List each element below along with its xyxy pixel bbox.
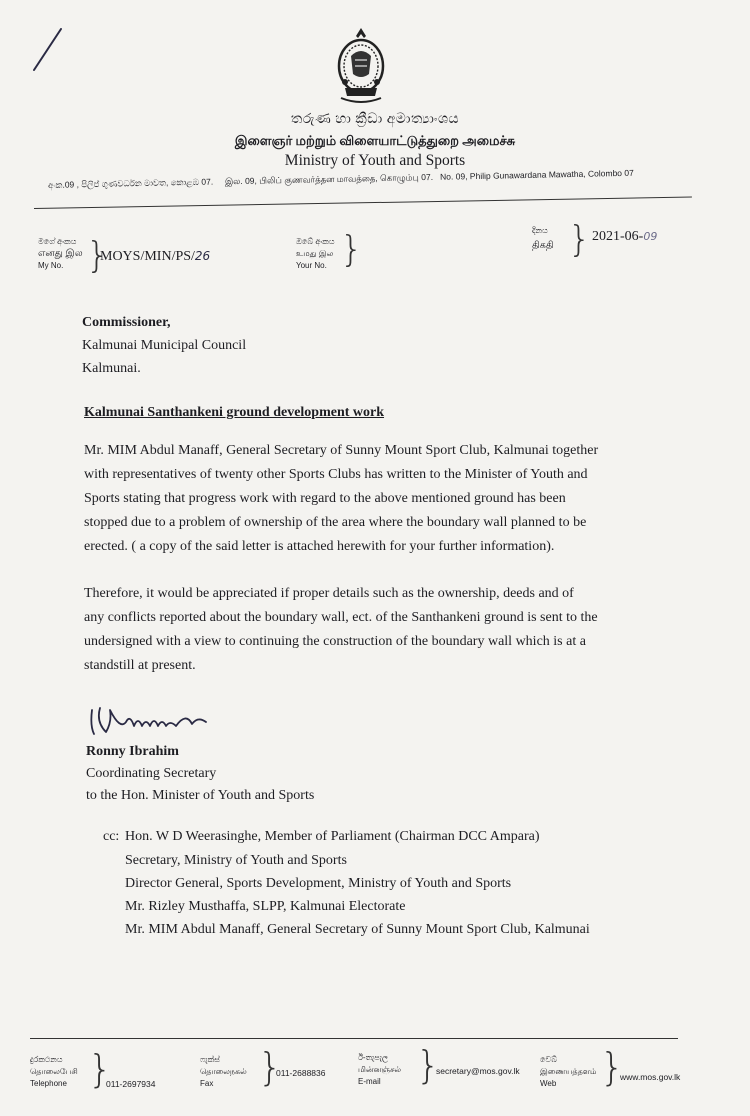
web-label-sinhala: වෙබ් (540, 1055, 557, 1064)
body-paragraph-2 (84, 582, 664, 678)
recipient-organization: Kalmunai Municipal Council (82, 338, 247, 353)
telephone-label-english: Telephone (30, 1079, 67, 1088)
fax-label-tamil: தொலைநகல் (200, 1067, 247, 1076)
date-label-tamil: திகதி (532, 240, 554, 251)
your-no-label-english: Your No. (296, 261, 327, 270)
recipient-city: Kalmunai. (82, 361, 141, 376)
email-brace: } (416, 1043, 441, 1087)
cc-item: Director General, Sports Development, Ministry of Youth and Sports (125, 876, 512, 891)
handwritten-slash-mark (28, 26, 68, 76)
telephone-label-sinhala: දුරකථනය (30, 1055, 63, 1064)
date-handwritten: 09 (643, 230, 658, 243)
ministry-address (48, 166, 698, 192)
address-sinhala: අංක.09 , පිලිප් ගුණවර්ධන මාවත, කොළඹ 07. (48, 176, 214, 190)
my-no-value (100, 249, 210, 265)
fax-value: 011-2688836 (276, 1068, 326, 1078)
my-no-label-sinhala: මගේ අංකය (38, 237, 77, 246)
body-p2-line: any conflicts reported about the boundary wall, ect. of the Santhankeni ground is sent to the (84, 610, 598, 625)
ministry-name-sinhala: තරුණ හා ක්‍රීඩා අමාත්‍යාංශය (290, 112, 460, 127)
your-no-label (296, 236, 335, 272)
body-paragraph-1 (84, 439, 664, 559)
body-p2-line: standstill at present. (84, 658, 196, 673)
web-label (540, 1054, 596, 1090)
signatory-title: Coordinating Secretary (86, 766, 217, 781)
body-p1-line: stopped due to a problem of ownership of the area where the boundary wall planned to be (84, 515, 587, 530)
telephone-label (30, 1054, 78, 1090)
recipient-title: Commissioner, (82, 315, 171, 330)
body-p2-line: Therefore, it would be appreciated if proper details such as the ownership, deeds and of (84, 586, 574, 601)
signatory-office: to the Hon. Minister of Youth and Sports (86, 788, 315, 803)
date-label-sinhala: දිනය (532, 226, 548, 235)
telephone-label-tamil: தொலைபேசி (30, 1067, 78, 1076)
web-label-english: Web (540, 1079, 557, 1088)
cc-item: Hon. W D Weerasinghe, Member of Parliament (Chairman DCC Ampara) (125, 829, 540, 844)
body-p1-line: erected. ( a copy of the said letter is attached herewith for your further information). (84, 539, 555, 554)
telephone-value: 011-2697934 (106, 1079, 156, 1089)
web-brace: } (600, 1045, 625, 1089)
email-label (358, 1052, 401, 1088)
signatory-name: Ronny Ibrahim (86, 744, 179, 759)
date-printed: 2021-06- (592, 229, 644, 244)
date-brace: } (568, 219, 591, 260)
header-divider (34, 197, 692, 209)
ministry-name-tamil: இளைஞர் மற்றும் விளையாட்டுத்துறை அமைச்சு (234, 133, 516, 148)
my-no-printed: MOYS/MIN/PS/ (100, 249, 195, 264)
my-no-label-tamil: எனது இல (38, 248, 83, 259)
footer-divider (30, 1038, 678, 1039)
your-no-label-sinhala: ඔබේ අංකය (296, 237, 335, 246)
address-english: No. 09, Philip Gunawardana Mawatha, Colombo 07 (439, 167, 634, 182)
fax-label (200, 1054, 247, 1090)
fax-brace: } (258, 1045, 283, 1089)
fax-label-sinhala: ෆැක්ස් (200, 1055, 220, 1064)
cc-label: cc: (103, 829, 120, 844)
cc-item: Secretary, Ministry of Youth and Sports (125, 853, 347, 868)
my-no-label-english: My No. (38, 261, 64, 270)
fax-label-english: Fax (200, 1079, 214, 1088)
my-no-label (38, 236, 83, 272)
your-no-label-tamil: உமது இல (296, 249, 334, 258)
email-label-tamil: மின்னஞ்சல் (358, 1065, 402, 1074)
my-no-brace: } (86, 235, 109, 276)
my-no-handwritten: 26 (194, 249, 211, 263)
date-label (532, 225, 554, 252)
email-label-english: E-mail (358, 1077, 381, 1086)
body-p1-line: with representatives of twenty other Sports Clubs has written to the Minister of Youth and (84, 467, 588, 482)
date-value (592, 229, 657, 245)
body-p1-line: Sports stating that progress work with regard to the above mentioned ground has been (84, 491, 566, 506)
your-no-brace: } (340, 229, 363, 270)
email-label-sinhala: ඊ-තැපැල (358, 1053, 389, 1062)
web-label-tamil: இணையத்தளம் (540, 1067, 597, 1076)
body-p1-line: Mr. MIM Abdul Manaff, General Secretary of Sunny Mount Sport Club, Kalmunai together (84, 443, 599, 458)
ministry-name-english: Ministry of Youth and Sports (284, 152, 466, 169)
web-value[interactable]: www.mos.gov.lk (620, 1072, 681, 1082)
national-emblem-icon (333, 26, 389, 108)
handwritten-signature (86, 700, 226, 740)
email-value[interactable]: secretary@mos.gov.lk (436, 1066, 520, 1076)
cc-item: Mr. MIM Abdul Manaff, General Secretary of Sunny Mount Sport Club, Kalmunai (125, 922, 590, 937)
cc-item: Mr. Rizley Musthaffa, SLPP, Kalmunai Electorate (125, 899, 406, 914)
body-p2-line: undersigned with a view to continuing the construction of the boundary wall which is at a (84, 634, 586, 649)
address-tamil: இல. 09, பிலிப் குணவர்த்தன மாவத்தை, கொழும்பு 07. (224, 171, 434, 187)
telephone-brace: } (88, 1047, 113, 1091)
letter-subject: Kalmunai Santhankeni ground development work (84, 405, 385, 420)
